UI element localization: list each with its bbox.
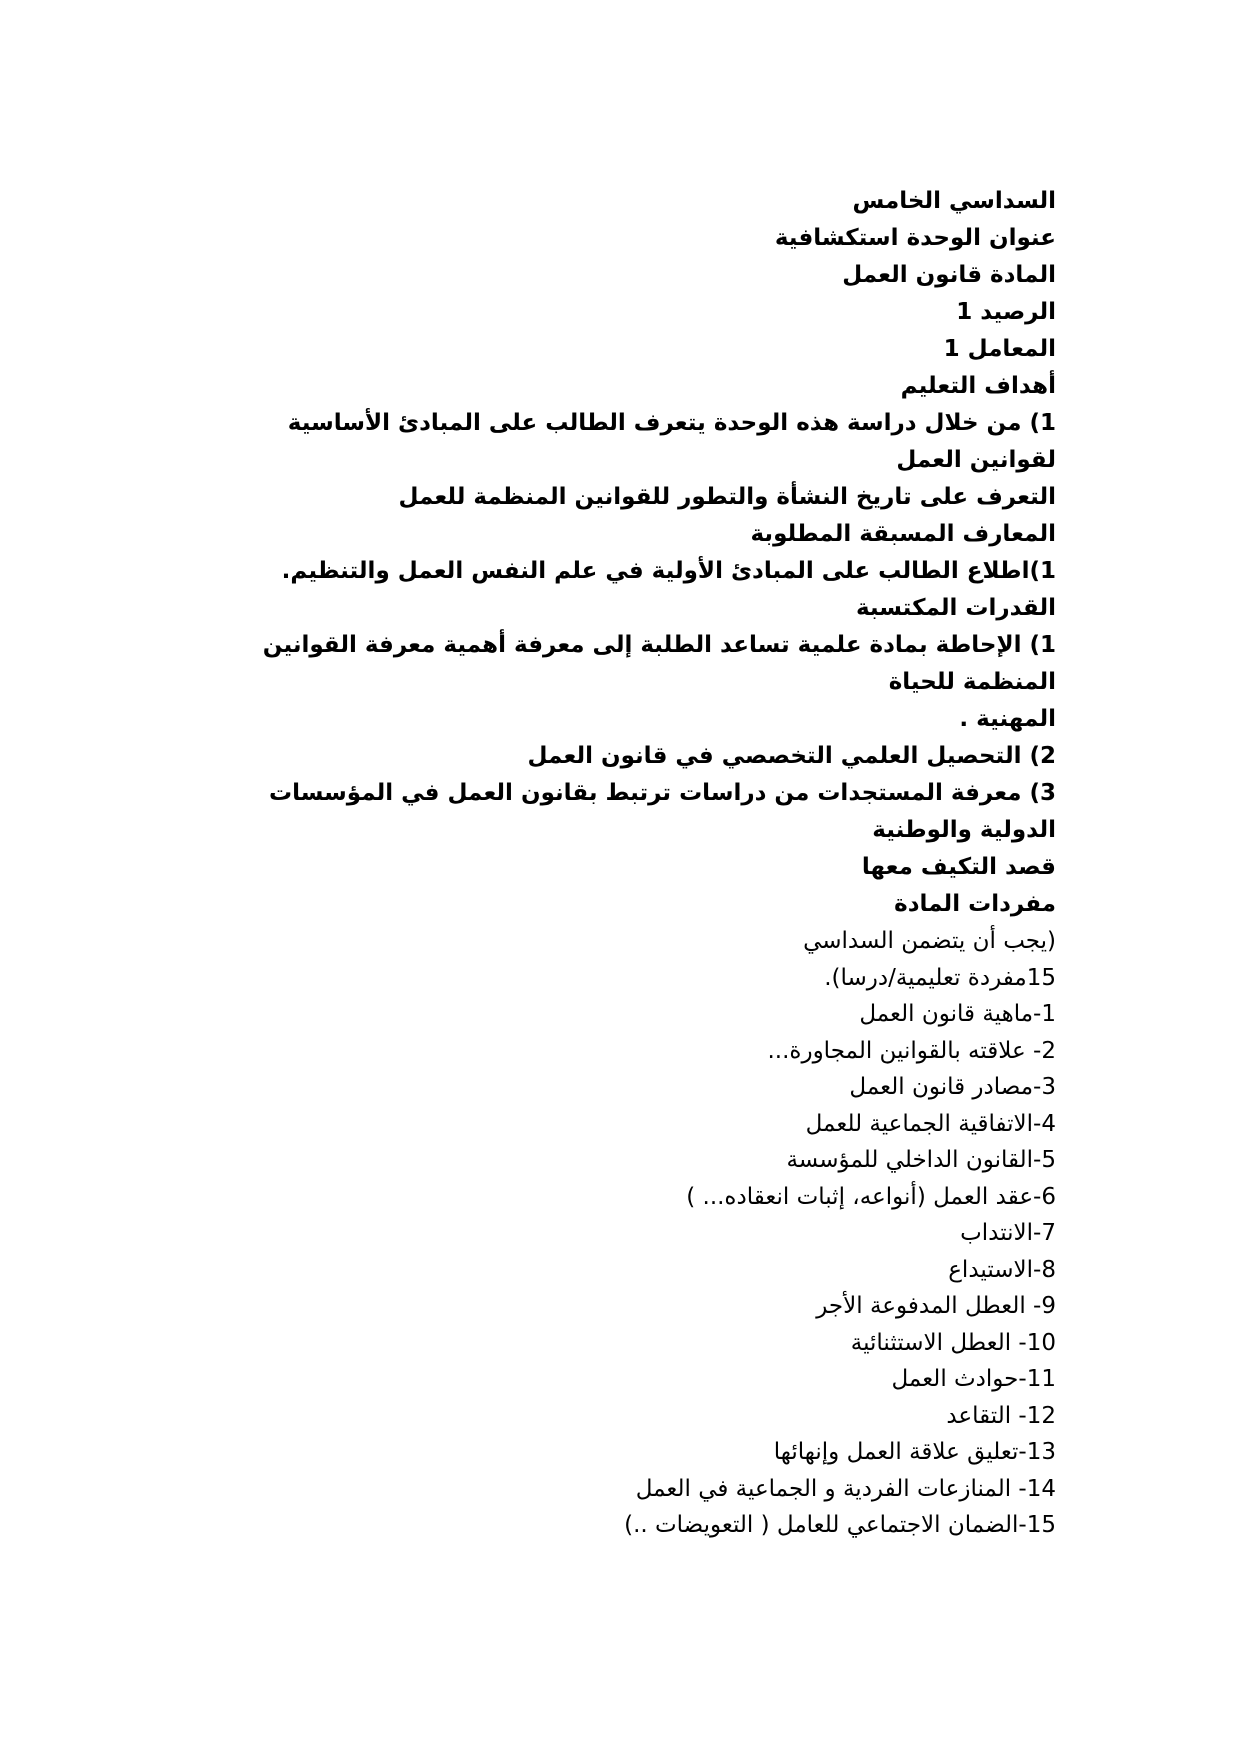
content-item: 1-ماهية قانون العمل bbox=[859, 1001, 1056, 1027]
content-note-line-1: (يجب أن يتضمن السداسي bbox=[803, 928, 1056, 954]
subject-label: المادة قانون العمل bbox=[842, 262, 1056, 288]
content-items-list bbox=[236, 996, 1056, 1544]
content-item: 13-تعليق علاقة العمل وإنهائها bbox=[773, 1439, 1056, 1465]
content-item: 3-مصادر قانون العمل bbox=[849, 1074, 1056, 1100]
content-item: 15-الضمان الاجتماعي للعامل ( التعويضات ..) bbox=[624, 1512, 1056, 1538]
skill-item-1-line-2: المهنية . bbox=[959, 706, 1056, 732]
content-item: 6-عقد العمل (أنواعه، إثبات انعقاده... ) bbox=[686, 1183, 1056, 1210]
content-item: 5-القانون الداخلي للمؤسسة bbox=[786, 1147, 1056, 1173]
prerequisite-line-1: 1)اطلاع الطالب على المبادئ الأولية في علم النفس العمل والتنظيم. bbox=[281, 558, 1056, 584]
skills-heading: القدرات المكتسبة bbox=[855, 595, 1056, 621]
skill-item-1-line-1: 1) الإحاطة بمادة علمية تساعد الطلبة إلى معرفة أهمية معرفة القوانين المنظمة للحياة bbox=[262, 632, 1056, 695]
content-item: 10- العطل الاستثنائية bbox=[850, 1329, 1056, 1356]
skill-item-2: 2) التحصيل العلمي التخصصي في قانون العمل bbox=[527, 743, 1056, 769]
objective-line-2: التعرف على تاريخ النشأة والتطور للقوانين المنظمة للعمل bbox=[398, 484, 1056, 510]
content-item: 14- المنازعات الفردية و الجماعية في العمل bbox=[635, 1475, 1056, 1502]
skill-item-3-line-2: قصد التكيف معها bbox=[861, 854, 1056, 880]
coefficient-label: المعامل 1 bbox=[943, 336, 1056, 362]
credit-label: الرصيد 1 bbox=[956, 299, 1056, 325]
document-content bbox=[236, 183, 1056, 1544]
objectives-heading: أهداف التعليم bbox=[900, 373, 1056, 399]
content-item: 4-الاتفاقية الجماعية للعمل bbox=[805, 1110, 1056, 1137]
semester-label: السداسي الخامس bbox=[852, 188, 1056, 214]
content-note-line-2: 15مفردة تعليمية/درسا). bbox=[824, 964, 1056, 991]
content-item: 12- التقاعد bbox=[946, 1402, 1056, 1429]
content-item: 2- علاقته بالقوانين المجاورة... bbox=[767, 1037, 1056, 1064]
objective-line-1: 1) من خلال دراسة هذه الوحدة يتعرف الطالب على المبادئ الأساسية لقوانين العمل bbox=[287, 410, 1056, 473]
prerequisites-heading: المعارف المسبقة المطلوبة bbox=[750, 521, 1056, 547]
content-item: 9- العطل المدفوعة الأجر bbox=[816, 1293, 1056, 1319]
content-item: 8-الاستيداع bbox=[948, 1256, 1056, 1283]
content-item: 7-الانتداب bbox=[960, 1220, 1056, 1246]
skill-item-3-line-1: 3) معرفة المستجدات من دراسات ترتبط بقانون العمل في المؤسسات الدولية والوطنية bbox=[269, 780, 1056, 843]
content-heading: مفردات المادة bbox=[894, 891, 1056, 917]
content-item: 11-حوادث العمل bbox=[891, 1366, 1056, 1392]
unit-title: عنوان الوحدة استكشافية bbox=[774, 225, 1056, 251]
